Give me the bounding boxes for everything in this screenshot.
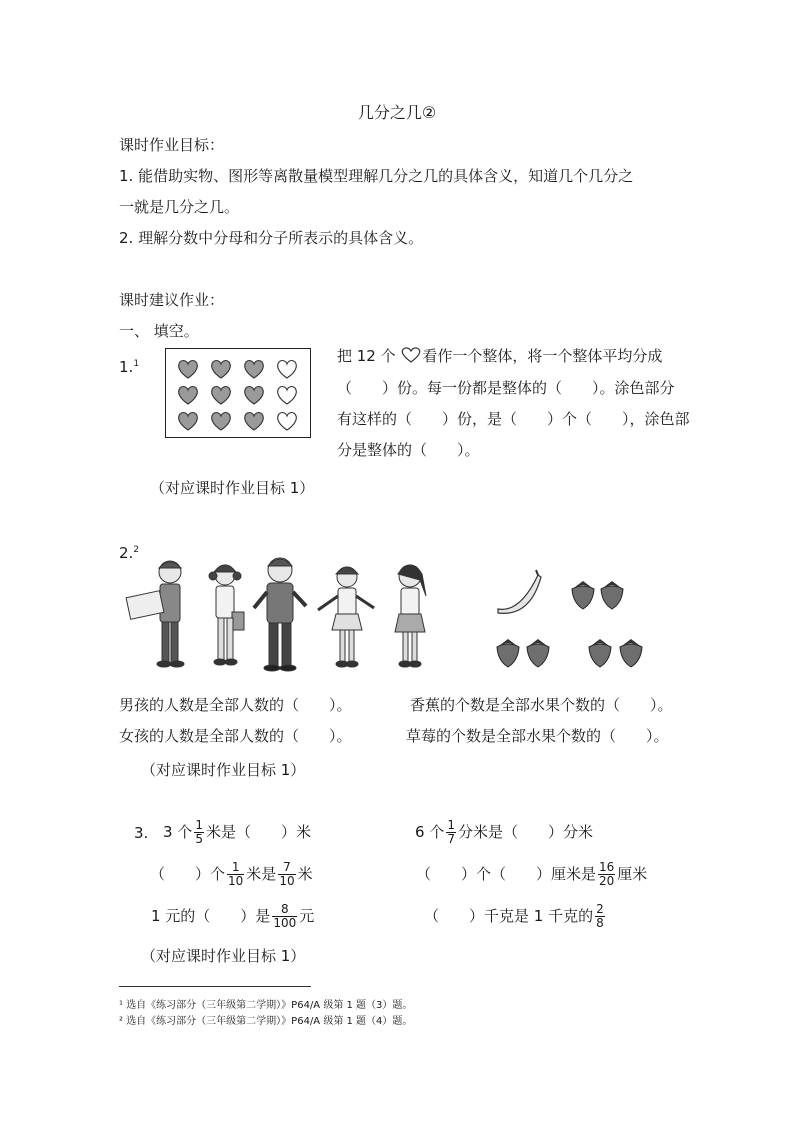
heart-filled	[179, 413, 198, 430]
goal-2: 2. 理解分数中分母和分子所表示的具体含义。	[119, 229, 424, 247]
section-fill-blank: 一、 填空。	[119, 322, 199, 340]
strawberry-icon	[589, 639, 611, 667]
fruits-illustration	[490, 565, 655, 675]
heart-filled	[179, 387, 198, 404]
question-1-number: 1.$^1$	[119, 358, 140, 376]
page-title: 几分之几②	[357, 103, 437, 122]
footnote-1: ¹ 选自《练习部分（三年级第二学期）》P64/A 级第 1 题（3）题。	[119, 1000, 413, 1011]
girl-figure	[318, 567, 374, 667]
question-2-target: （对应课时作业目标 1）	[141, 761, 306, 779]
question-3-number: 3.	[134, 824, 149, 842]
hearts-figure	[166, 349, 309, 436]
question-1-target: （对应课时作业目标 1）	[150, 479, 315, 497]
question-3-f: （ ）千克是 1 千克的 $\frac{2}{8}$	[424, 902, 604, 930]
question-3-d: （ ）个（ ）厘米是 $\frac{16}{20}$ 厘米	[416, 860, 648, 888]
heart-empty	[278, 413, 297, 430]
strawberry-icon	[497, 639, 519, 667]
banana-figure	[498, 570, 541, 613]
hearts-grid	[165, 348, 311, 438]
boy-figure	[254, 558, 306, 671]
boy-figure	[126, 561, 184, 667]
question-3-c: （ ）个 $\frac{1}{10}$ 米是 $\frac{7}{10}$ 米	[150, 860, 313, 888]
children-illustration	[120, 550, 450, 675]
homework-heading: 课时建议作业：	[119, 291, 225, 309]
girls-fraction-line: 女孩的人数是全部人数的（ ）。	[119, 727, 352, 745]
question-1-line-3: 有这样的（ ）份，是（ ）个（ ），涂色部	[337, 410, 690, 428]
goal-1-line-2: 一就是几分之几。	[119, 198, 240, 216]
question-3-b: 6 个 $\frac{1}{7}$ 分米是（ ）分米	[415, 818, 593, 846]
question-3-target: （对应课时作业目标 1）	[141, 947, 306, 965]
strawberry-icon	[527, 639, 549, 667]
strawberries-group	[497, 581, 642, 667]
heart-empty	[278, 361, 297, 378]
heart-filled	[212, 361, 231, 378]
heart-filled	[245, 387, 264, 404]
strawberry-fraction-line: 草莓的个数是全部水果个数的（ ）。	[406, 727, 669, 745]
girl-figure	[209, 565, 244, 665]
heart-filled	[245, 361, 264, 378]
heart-filled	[179, 361, 198, 378]
fraction: $\frac{2}{8}$	[596, 902, 604, 930]
question-1-line-4: 分是整体的（ ）。	[337, 441, 480, 459]
girl-figure	[395, 565, 426, 667]
question-2-number: 2.$^2$	[119, 544, 140, 562]
fraction: $\frac{7}{10}$	[279, 860, 295, 888]
fraction: $\frac{16}{20}$	[599, 860, 615, 888]
footnote-rule	[119, 986, 311, 987]
question-1-line-2: （ ）份。每一份都是整体的（ ）。涂色部分	[337, 379, 675, 397]
strawberry-icon	[572, 581, 594, 609]
question-1-line-1: 把 12 个 看作一个整体，将一个整体平均分成	[337, 347, 663, 365]
heart-filled	[212, 387, 231, 404]
question-3-e: 1 元的（ ）是 $\frac{8}{100}$ 元	[151, 902, 315, 930]
footnote-2: ² 选自《练习部分（三年级第二学期）》P64/A 级第 1 题（4）题。	[119, 1016, 413, 1027]
heart-filled	[245, 413, 264, 430]
boys-fraction-line: 男孩的人数是全部人数的（ ）。	[119, 696, 352, 714]
strawberry-icon	[620, 639, 642, 667]
question-3-a: 3 个 $\frac{1}{5}$ 米是（ ）米	[163, 818, 311, 846]
fraction: $\frac{1}{5}$	[195, 818, 203, 846]
goal-1-line-1: 1. 能借助实物、图形等离散量模型理解几分之几的具体含义，知道几个几分之	[119, 167, 634, 185]
banana-fraction-line: 香蕉的个数是全部水果个数的（ ）。	[410, 696, 673, 714]
heart-empty	[278, 387, 297, 404]
heart-filled	[212, 413, 231, 430]
strawberry-icon	[601, 581, 623, 609]
fraction: $\frac{8}{100}$	[273, 902, 297, 930]
fraction: $\frac{1}{7}$	[447, 818, 455, 846]
goals-heading: 课时作业目标：	[119, 136, 225, 154]
fraction: $\frac{1}{10}$	[228, 860, 244, 888]
heart-icon	[400, 346, 422, 364]
